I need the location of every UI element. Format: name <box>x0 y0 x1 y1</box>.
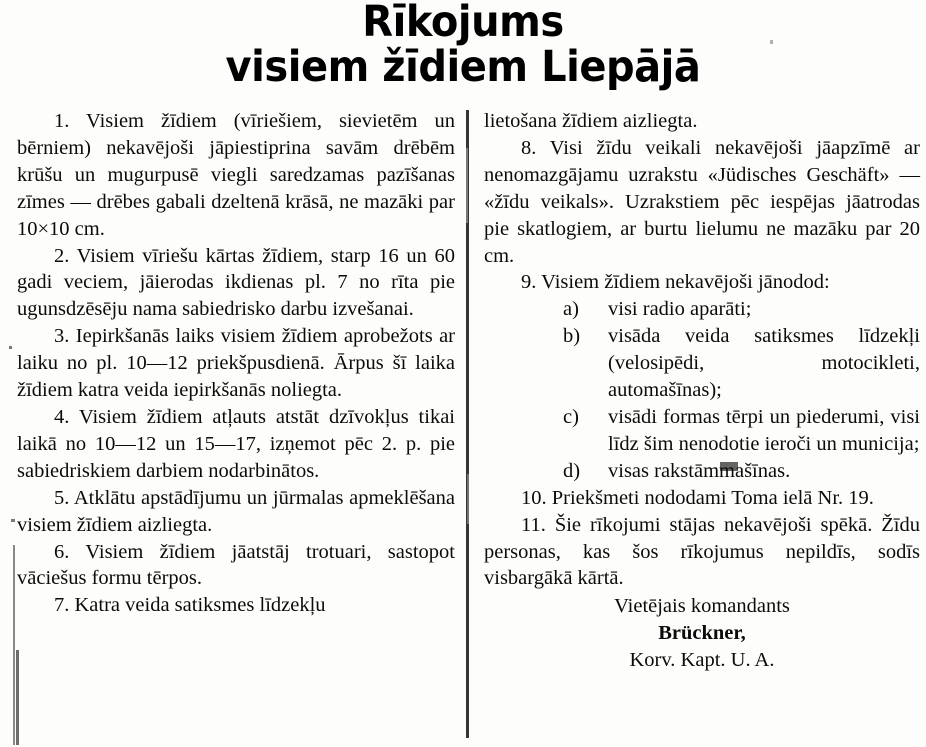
item-number: 6. <box>54 540 70 563</box>
signatory-name: Brückner, <box>658 622 746 645</box>
item-text: Visiem vīriešu kārtas žīdiem, starp 16 un 60 gadi veciem, jāierodas ikdienas pl. 7 no rīta pie ugunsdzēsēju nama sabiedrisko darbu izvešanai. <box>17 244 455 321</box>
item-number: 8. <box>521 136 537 159</box>
ordinance-item <box>484 512 920 593</box>
ordinance-item <box>17 539 455 593</box>
item-text: Visi žīdu veikali nekavējoši jāapzīmē ar nenomazgājamu uzrakstu «Jüdisches Geschäft» — «žīdu veikals». Uzrakstiem pēc iespējas jāatrodas pie skatlogiem, ar burtu lielumu ne mazāku par 20 cm. <box>484 136 920 267</box>
article-body <box>0 108 926 747</box>
left-column <box>17 108 455 619</box>
ordinance-item <box>17 323 455 404</box>
ordinance-item <box>17 243 455 324</box>
signature-block <box>484 593 920 674</box>
ordinance-item <box>17 592 455 619</box>
sublist-marker: a) <box>563 298 579 321</box>
ordinance-item <box>484 135 920 270</box>
item-text: Iepirkšanās laiks visiem žīdiem aprobežots ar laiku no pl. 10—12 priekšpusdienā. Ārpus šī laika žīdiem katra veida iepirkšanās noliegta. <box>17 325 455 402</box>
item-text: Visiem žīdiem atļauts atstāt dzīvokļus tikai laikā no 10—12 un 15—17, izņemot pēc 2. p. pie sabiedriskiem darbiem nodarbinātos. <box>17 405 455 482</box>
item-number: 11. <box>521 513 546 536</box>
item-text: Visiem žīdiem (vīriešiem, sievietēm un bērniem) nekavējoši jāpiestiprina savām drēbēm krūšu un mugurpusē viegli saredzamas pazīšanas zīmes — drēbes gabali dzeltenā krāsā, ne mazāki par 10×10 cm. <box>17 110 455 240</box>
item-number: 3. <box>54 325 70 348</box>
item-number: 9. <box>521 271 537 294</box>
sublist-marker: b) <box>563 325 581 348</box>
item-text: Priekšmeti nododami Toma ielā Nr. 19. <box>551 486 874 509</box>
signatory-role: Vietējais komandants <box>614 595 790 618</box>
item-text: Visiem žīdiem nekavējoši jānodod: <box>541 271 830 294</box>
ordinance-item <box>484 269 920 296</box>
sublist-marker: c) <box>563 405 579 428</box>
ordinance-item <box>17 108 455 243</box>
title-line-1: Rīkojums <box>362 0 564 47</box>
item-number: 4. <box>54 405 70 428</box>
item-text: Katra veida satiksmes līdzekļu <box>74 594 326 617</box>
surrender-items-list <box>484 296 920 484</box>
scan-speck <box>770 40 773 44</box>
sublist-item <box>484 296 920 323</box>
page-title <box>0 0 926 92</box>
sublist-item <box>484 458 920 485</box>
signatory-rank: Korv. Kapt. U. A. <box>629 649 775 672</box>
item-number: 5. <box>54 486 70 509</box>
item-number: 7. <box>54 594 70 617</box>
item-number: 10. <box>521 486 547 509</box>
ordinance-item <box>484 485 920 512</box>
sublist-marker: d) <box>563 459 581 482</box>
sublist-item <box>484 404 920 458</box>
item-number: 1. <box>54 110 70 132</box>
right-column <box>484 108 920 674</box>
item-text: Visiem žīdiem jāatstāj trotuari, sastopot vāciešus formu tērpos. <box>17 540 455 590</box>
title-line-2: visiem žīdiem Liepājā <box>225 41 701 92</box>
item-continuation: lietošana žīdiem aizliegta. <box>484 110 698 132</box>
ordinance-item <box>17 404 455 485</box>
sublist-item <box>484 323 920 404</box>
item-text: Šie rīkojumi stājas nekavējoši spēkā. Žīdu personas, kas šos rīkojumus nepildīs, sodīs visbargākā kārtā. <box>484 513 920 590</box>
sublist-text: visādi formas tērpi un piederumi, visi līdz šim nenodotie ieroči un municija; <box>608 405 920 455</box>
sublist-text: visi radio aparāti; <box>608 298 752 321</box>
item-text: Atklātu apstādījumu un jūrmalas apmeklēšana visiem žīdiem aizliegta. <box>17 486 455 536</box>
sublist-text: visāda veida satiksmes līdzekļi (velosipēdi, motocikleti, automašīnas); <box>608 325 920 402</box>
ordinance-item <box>17 485 455 539</box>
sublist-text: visas rakstāmmašīnas. <box>608 459 791 482</box>
item-number: 2. <box>54 244 70 267</box>
